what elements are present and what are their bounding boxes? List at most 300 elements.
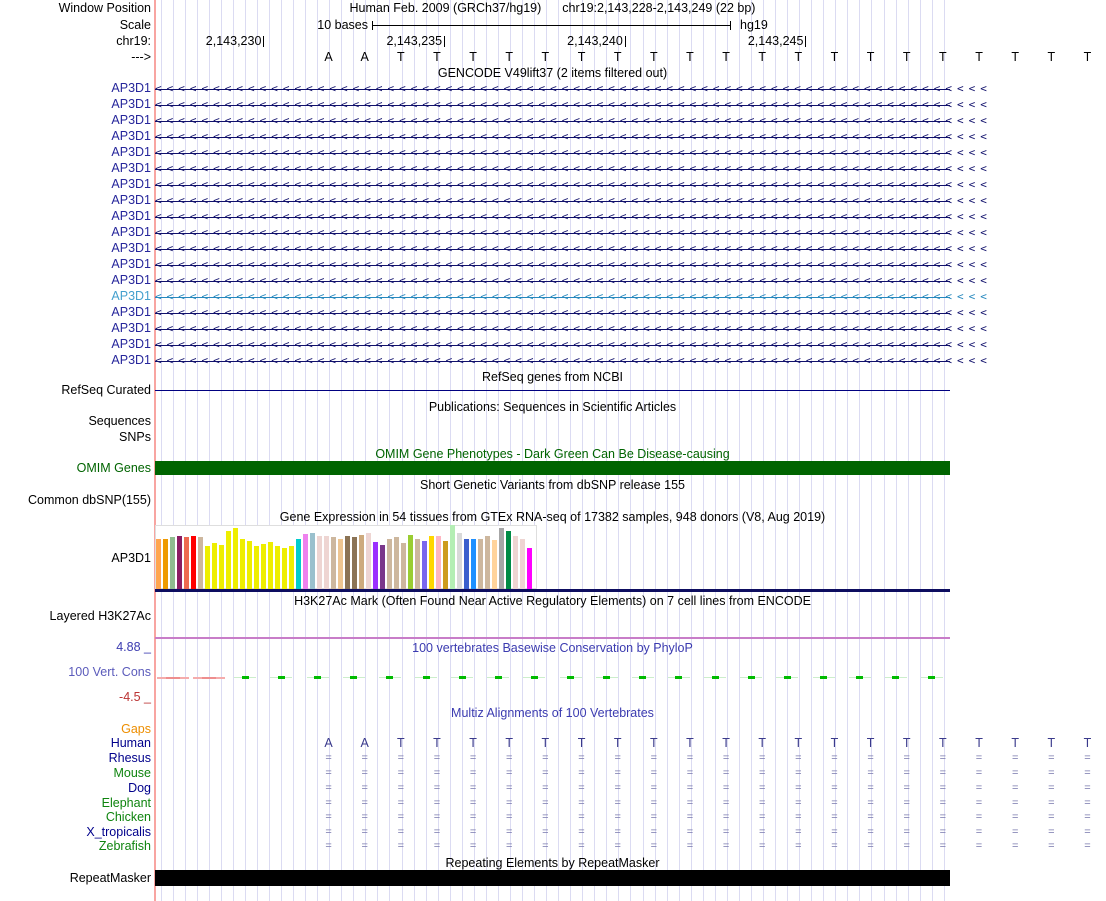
track-label-refseq-curated[interactable]: RefSeq Curated [61, 383, 151, 397]
alignment-match-glyph: = [578, 811, 585, 823]
gene-transcript-row[interactable] [155, 161, 992, 177]
multiz-species-label-mouse[interactable]: Mouse [113, 766, 151, 780]
phylop-score-dash [675, 676, 682, 679]
gtex-tissue-bar[interactable] [310, 533, 315, 589]
alignment-match-glyph: = [542, 840, 549, 852]
gtex-tissue-bar[interactable] [324, 536, 329, 589]
gene-label[interactable]: AP3D1 [111, 177, 151, 191]
gene-transcript-row[interactable] [155, 321, 992, 337]
gene-transcript-row[interactable] [155, 225, 992, 241]
base-letter: T [830, 736, 839, 750]
alignment-match-glyph: = [1011, 797, 1019, 809]
alignment-match-glyph: = [433, 752, 441, 764]
alignment-match-glyph: = [903, 782, 910, 794]
gtex-tissue-bar[interactable] [282, 548, 287, 589]
base-letter: T [1083, 736, 1092, 750]
multiz-species-label-elephant[interactable]: Elephant [101, 796, 151, 810]
alignment-match-glyph: = [578, 782, 585, 794]
alignment-match-glyph: = [1084, 797, 1091, 809]
gtex-tissue-bar[interactable] [506, 531, 511, 589]
gtex-tissue-bar[interactable] [219, 545, 224, 589]
gtex-tissue-bar[interactable] [499, 528, 504, 589]
alignment-match-glyph: = [578, 752, 585, 764]
gtex-tissue-bar[interactable] [289, 546, 294, 589]
gene-transcript-row[interactable] [155, 113, 992, 129]
gtex-tissue-bar[interactable] [296, 539, 301, 589]
gene-label[interactable]: AP3D1 [111, 289, 151, 303]
base-letter: T [758, 50, 767, 64]
alignment-match-glyph: = [686, 767, 694, 779]
alignment-match-glyph: = [397, 811, 405, 823]
multiz-row-zebrafish[interactable] [155, 839, 1091, 854]
alignment-match-glyph: = [614, 767, 621, 779]
gene-transcript-row[interactable] [155, 257, 992, 273]
alignment-match-glyph: = [795, 767, 802, 779]
multiz-species-label-x_tropicalis[interactable]: X_tropicalis [86, 825, 151, 839]
alignment-match-glyph: = [831, 767, 838, 779]
gene-label[interactable]: AP3D1 [111, 161, 151, 175]
ruler-tick-label: 2,143,240 [567, 34, 623, 48]
alignment-match-glyph: = [867, 782, 874, 794]
base-letter: T [758, 736, 767, 750]
gtex-tissue-bar[interactable] [520, 539, 525, 589]
gtex-tissue-bar[interactable] [408, 535, 413, 589]
publications-track-title: Publications: Sequences in Scientific Articles [428, 400, 677, 414]
gtex-tissue-bar[interactable] [331, 537, 336, 589]
base-letter: T [469, 736, 477, 750]
scale-label: Scale [119, 18, 151, 32]
alignment-match-glyph: = [867, 752, 874, 764]
alignment-match-glyph: = [397, 826, 405, 838]
phylop-score-dash [459, 676, 466, 679]
h3k27ac-track-title: H3K27Ac Mark (Often Found Near Active Regulatory Elements) on 7 cell lines from ENCODE [294, 594, 811, 608]
alignment-match-glyph: = [325, 811, 332, 823]
alignment-match-glyph: = [361, 782, 368, 794]
alignment-match-glyph: = [831, 752, 838, 764]
gene-label[interactable]: AP3D1 [111, 257, 151, 271]
alignment-match-glyph: = [614, 797, 621, 809]
base-letter: A [324, 50, 333, 64]
gene-transcript-row[interactable] [155, 305, 992, 321]
alignment-match-glyph: = [758, 811, 766, 823]
base-letter: T [577, 50, 586, 64]
alignment-match-glyph: = [542, 826, 549, 838]
alignment-match-glyph: = [614, 811, 621, 823]
alignment-match-glyph: = [867, 797, 874, 809]
multiz-species-label-human[interactable]: Human [110, 736, 151, 750]
gtex-tissue-bar[interactable] [380, 545, 385, 589]
gene-direction-arrows: <<<<<<<<<<<<<<<<<<<<<<<<<<<<<<<<<<<<<<<<<<<<<<<<<<<<<<<<<<<<<<<<<<<<<<<< [155, 274, 992, 287]
base-letter: T [469, 50, 477, 64]
gtex-tissue-bar[interactable] [394, 537, 399, 589]
gtex-tissue-bar[interactable] [275, 546, 280, 589]
gtex-tissue-bar[interactable] [240, 539, 245, 589]
alignment-match-glyph: = [542, 797, 549, 809]
gene-label[interactable]: AP3D1 [111, 305, 151, 319]
base-letter: T [830, 50, 839, 64]
base-letter: T [1083, 50, 1092, 64]
gene-direction-arrows: <<<<<<<<<<<<<<<<<<<<<<<<<<<<<<<<<<<<<<<<<<<<<<<<<<<<<<<<<<<<<<<<<<<<<<<< [155, 130, 992, 143]
base-letter: T [613, 736, 622, 750]
gtex-tissue-bar[interactable] [198, 537, 203, 589]
multiz-row-dog[interactable] [155, 781, 1091, 796]
alignment-match-glyph: = [578, 840, 585, 852]
gene-direction-arrows: <<<<<<<<<<<<<<<<<<<<<<<<<<<<<<<<<<<<<<<<<<<<<<<<<<<<<<<<<<<<<<<<<<<<<<<< [155, 82, 992, 95]
base-letter: T [433, 736, 441, 750]
gtex-tissue-bar[interactable] [366, 533, 371, 589]
gene-label[interactable]: AP3D1 [111, 81, 151, 95]
base-letter: T [686, 50, 694, 64]
gene-label[interactable]: AP3D1 [111, 353, 151, 367]
gtex-tissue-bar[interactable] [205, 546, 210, 589]
gene-transcript-row[interactable] [155, 145, 992, 161]
gene-direction-arrows: <<<<<<<<<<<<<<<<<<<<<<<<<<<<<<<<<<<<<<<<<<<<<<<<<<<<<<<<<<<<<<<<<<<<<<<< [155, 322, 992, 335]
alignment-match-glyph: = [325, 826, 332, 838]
alignment-match-glyph: = [361, 826, 368, 838]
base-letter: T [866, 50, 875, 64]
alignment-match-glyph: = [361, 811, 368, 823]
alignment-match-glyph: = [578, 797, 585, 809]
alignment-match-glyph: = [831, 782, 838, 794]
gtex-tissue-bar[interactable] [485, 536, 490, 589]
gene-direction-arrows: <<<<<<<<<<<<<<<<<<<<<<<<<<<<<<<<<<<<<<<<<<<<<<<<<<<<<<<<<<<<<<<<<<<<<<<< [155, 338, 992, 351]
gene-label[interactable]: AP3D1 [111, 97, 151, 111]
gtex-tissue-bar[interactable] [338, 539, 343, 589]
gtex-tissue-bar[interactable] [303, 534, 308, 589]
gene-transcript-row[interactable] [155, 241, 992, 257]
gene-direction-arrows: <<<<<<<<<<<<<<<<<<<<<<<<<<<<<<<<<<<<<<<<<<<<<<<<<<<<<<<<<<<<<<<<<<<<<<<< [155, 194, 992, 207]
gtex-tissue-bar[interactable] [254, 546, 259, 589]
gtex-tissue-bar[interactable] [233, 528, 238, 589]
track-label-repeatmasker[interactable]: RepeatMasker [69, 871, 151, 885]
alignment-match-glyph: = [903, 811, 910, 823]
gtex-tissue-bar[interactable] [429, 536, 434, 589]
phylop-score-dash [386, 676, 393, 679]
alignment-match-glyph: = [469, 752, 477, 764]
gtex-tissue-bar[interactable] [478, 539, 483, 589]
gtex-tissue-bar[interactable] [401, 543, 406, 589]
gene-label[interactable]: AP3D1 [111, 209, 151, 223]
gtex-tissue-bar[interactable] [184, 537, 189, 589]
gene-label[interactable]: AP3D1 [111, 113, 151, 127]
alignment-match-glyph: = [542, 782, 549, 794]
gtex-tissue-bar[interactable] [247, 541, 252, 589]
base-letter: T [1011, 50, 1019, 64]
gene-label[interactable]: AP3D1 [111, 241, 151, 255]
gtex-tissue-bar[interactable] [415, 539, 420, 589]
alignment-match-glyph: = [650, 752, 657, 764]
alignment-match-glyph: = [469, 797, 477, 809]
alignment-match-glyph: = [1048, 826, 1055, 838]
alignment-match-glyph: = [469, 811, 477, 823]
alignment-match-glyph: = [1084, 840, 1091, 852]
gene-direction-arrows: <<<<<<<<<<<<<<<<<<<<<<<<<<<<<<<<<<<<<<<<<<<<<<<<<<<<<<<<<<<<<<<<<<<<<<<< [155, 178, 992, 191]
gtex-tissue-bar[interactable] [513, 536, 518, 589]
alignment-match-glyph: = [1084, 767, 1091, 779]
base-letter: T [577, 736, 586, 750]
multiz-species-label-dog[interactable]: Dog [128, 781, 151, 795]
alignment-match-glyph: = [433, 811, 441, 823]
gene-direction-arrows: <<<<<<<<<<<<<<<<<<<<<<<<<<<<<<<<<<<<<<<<<<<<<<<<<<<<<<<<<<<<<<<<<<<<<<<< [155, 242, 992, 255]
alignment-match-glyph: = [758, 752, 766, 764]
refseq-track-title: RefSeq genes from NCBI [481, 370, 624, 384]
phylop-score-dash [820, 676, 827, 679]
phylop-score-dash [892, 676, 899, 679]
alignment-match-glyph: = [758, 782, 766, 794]
alignment-match-glyph: = [650, 840, 657, 852]
track-label-gtex-gene[interactable]: AP3D1 [111, 551, 151, 565]
alignment-match-glyph: = [361, 797, 368, 809]
phylop-score-dash [278, 676, 285, 679]
multiz-row-human[interactable] [155, 736, 1092, 751]
alignment-match-glyph: = [867, 767, 874, 779]
gtex-tissue-bar[interactable] [450, 525, 455, 589]
gene-transcript-row[interactable] [155, 289, 992, 305]
phylop-score-dash [603, 676, 610, 679]
alignment-match-glyph: = [939, 752, 947, 764]
alignment-match-glyph: = [1011, 782, 1019, 794]
multiz-species-label-zebrafish[interactable]: Zebrafish [98, 839, 151, 853]
gtex-tissue-bar[interactable] [443, 541, 448, 589]
alignment-match-glyph: = [506, 811, 513, 823]
alignment-match-glyph: = [831, 826, 838, 838]
base-letter: T [397, 50, 405, 64]
gene-transcript-row[interactable] [155, 193, 992, 209]
gtex-tissue-bar[interactable] [212, 543, 217, 589]
alignment-match-glyph: = [469, 840, 477, 852]
repeatmasker-track-title: Repeating Elements by RepeatMasker [445, 856, 660, 870]
alignment-match-glyph: = [867, 826, 874, 838]
gtex-tissue-bar[interactable] [492, 540, 497, 589]
gene-label[interactable]: AP3D1 [111, 337, 151, 351]
gene-direction-arrows: <<<<<<<<<<<<<<<<<<<<<<<<<<<<<<<<<<<<<<<<<<<<<<<<<<<<<<<<<<<<<<<<<<<<<<<< [155, 114, 992, 127]
omim-gene-bar[interactable] [155, 461, 950, 475]
track-label-sequences[interactable]: Sequences [88, 414, 151, 428]
gtex-tissue-bar[interactable] [457, 533, 462, 589]
alignment-match-glyph: = [722, 840, 730, 852]
alignment-match-glyph: = [795, 752, 802, 764]
alignment-match-glyph: = [650, 767, 657, 779]
alignment-match-glyph: = [939, 782, 947, 794]
gtex-tissue-bar[interactable] [226, 531, 231, 589]
gene-label[interactable]: AP3D1 [111, 225, 151, 239]
alignment-match-glyph: = [722, 826, 730, 838]
phylop-score-dash [928, 676, 935, 679]
alignment-match-glyph: = [939, 797, 947, 809]
alignment-match-glyph: = [903, 826, 910, 838]
multiz-row-x_tropicalis[interactable] [155, 825, 1091, 840]
assembly-short-label: hg19 [740, 18, 768, 32]
alignment-match-glyph: = [975, 811, 983, 823]
alignment-match-glyph: = [722, 782, 730, 794]
base-letter: T [794, 736, 803, 750]
gtex-tissue-bar[interactable] [359, 535, 364, 589]
alignment-match-glyph: = [650, 797, 657, 809]
alignment-match-glyph: = [397, 782, 405, 794]
scale-bar-left-tick [372, 21, 373, 30]
gtex-tissue-bar[interactable] [191, 536, 196, 589]
gene-transcript-row[interactable] [155, 209, 992, 225]
gene-direction-arrows: <<<<<<<<<<<<<<<<<<<<<<<<<<<<<<<<<<<<<<<<<<<<<<<<<<<<<<<<<<<<<<<<<<<<<<<< [155, 258, 992, 271]
base-letter: T [505, 50, 514, 64]
track-label-h3k27ac[interactable]: Layered H3K27Ac [49, 609, 151, 623]
conservation-min-label: -4.5 _ [119, 690, 151, 704]
gene-transcript-row[interactable] [155, 81, 992, 97]
gene-transcript-row[interactable] [155, 273, 992, 289]
gene-transcript-row[interactable] [155, 353, 992, 369]
gene-label[interactable]: AP3D1 [111, 145, 151, 159]
alignment-match-glyph: = [614, 782, 621, 794]
gene-direction-arrows: <<<<<<<<<<<<<<<<<<<<<<<<<<<<<<<<<<<<<<<<<<<<<<<<<<<<<<<<<<<<<<<<<<<<<<<< [155, 290, 992, 303]
gtex-tissue-bar[interactable] [268, 542, 273, 589]
alignment-match-glyph: = [795, 826, 802, 838]
alignment-match-glyph: = [722, 811, 730, 823]
window-position-label: Window Position [58, 1, 151, 15]
alignment-match-glyph: = [506, 767, 513, 779]
gtex-tissue-bar[interactable] [436, 536, 441, 589]
alignment-match-glyph: = [433, 826, 441, 838]
base-letter: T [1011, 736, 1019, 750]
multiz-species-label-chicken[interactable]: Chicken [105, 810, 151, 824]
alignment-match-glyph: = [650, 782, 657, 794]
ruler-tick-mark [263, 36, 264, 47]
alignment-match-glyph: = [1048, 811, 1055, 823]
gtex-tissue-bar[interactable] [464, 539, 469, 589]
gtex-tissue-bar[interactable] [170, 537, 175, 589]
track-label-conservation[interactable]: 100 Vert. Cons [68, 665, 151, 679]
alignment-match-glyph: = [795, 811, 802, 823]
gene-label[interactable]: AP3D1 [111, 273, 151, 287]
alignment-match-glyph: = [650, 826, 657, 838]
assembly-title: Human Feb. 2009 (GRCh37/hg19) [349, 1, 542, 15]
ruler-tick-label: 2,143,230 [205, 34, 262, 48]
gtex-tissue-bar[interactable] [373, 542, 378, 589]
scale-bar [372, 25, 731, 26]
base-letter: T [541, 736, 550, 750]
alignment-match-glyph: = [542, 752, 549, 764]
gtex-tissue-bar[interactable] [163, 539, 168, 589]
chrom-label: chr19: [116, 34, 151, 48]
alignment-match-glyph: = [614, 752, 621, 764]
phylop-score-dash [639, 676, 646, 679]
gtex-tissue-bar[interactable] [156, 539, 161, 589]
base-letter: T [505, 736, 514, 750]
scale-bar-right-tick [730, 21, 731, 30]
alignment-match-glyph: = [397, 797, 405, 809]
alignment-match-glyph: = [469, 826, 477, 838]
repeatmasker-bar[interactable] [155, 870, 950, 886]
gtex-tissue-bar[interactable] [422, 541, 427, 589]
sequence-row [155, 50, 1092, 65]
scale-text: 10 bases [317, 18, 368, 32]
alignment-match-glyph: = [1084, 752, 1091, 764]
base-letter: T [939, 736, 947, 750]
multiz-species-label-rhesus[interactable]: Rhesus [108, 751, 151, 765]
multiz-row-elephant[interactable] [155, 796, 1091, 811]
gene-direction-arrows: <<<<<<<<<<<<<<<<<<<<<<<<<<<<<<<<<<<<<<<<<<<<<<<<<<<<<<<<<<<<<<<<<<<<<<<< [155, 98, 992, 111]
alignment-match-glyph: = [795, 840, 802, 852]
base-letter: T [866, 736, 875, 750]
multiz-row-chicken[interactable] [155, 810, 1091, 825]
gene-label[interactable]: AP3D1 [111, 129, 151, 143]
alignment-match-glyph: = [1048, 782, 1055, 794]
gene-label[interactable]: AP3D1 [111, 193, 151, 207]
alignment-match-glyph: = [506, 782, 513, 794]
gtex-tissue-bar[interactable] [317, 536, 322, 589]
alignment-match-glyph: = [975, 767, 983, 779]
alignment-match-glyph: = [361, 752, 368, 764]
alignment-match-glyph: = [1011, 840, 1019, 852]
alignment-match-glyph: = [867, 840, 874, 852]
gtex-tissue-bar[interactable] [471, 539, 476, 589]
alignment-match-glyph: = [1048, 767, 1055, 779]
gtex-tissue-bar[interactable] [527, 548, 532, 589]
gene-transcript-row[interactable] [155, 337, 992, 353]
track-label-omim-genes[interactable]: OMIM Genes [76, 461, 151, 475]
base-letter: T [722, 50, 730, 64]
h3k27ac-signal-line[interactable] [155, 637, 950, 639]
alignment-match-glyph: = [722, 767, 730, 779]
alignment-match-glyph: = [469, 782, 477, 794]
gene-label[interactable]: AP3D1 [111, 321, 151, 335]
alignment-match-glyph: = [975, 840, 983, 852]
multiz-row-rhesus[interactable] [155, 751, 1091, 766]
gene-direction-arrows: <<<<<<<<<<<<<<<<<<<<<<<<<<<<<<<<<<<<<<<<<<<<<<<<<<<<<<<<<<<<<<<<<<<<<<<< [155, 306, 992, 319]
gene-transcript-row[interactable] [155, 177, 992, 193]
gene-transcript-row[interactable] [155, 129, 992, 145]
phylop-score-dash [314, 676, 321, 679]
gene-transcript-row[interactable] [155, 97, 992, 113]
alignment-match-glyph: = [686, 752, 694, 764]
alignment-match-glyph: = [397, 752, 405, 764]
refseq-gene-line[interactable] [155, 390, 950, 391]
alignment-match-glyph: = [397, 840, 405, 852]
gtex-tissue-bar[interactable] [387, 539, 392, 589]
alignment-match-glyph: = [433, 797, 441, 809]
alignment-match-glyph: = [795, 782, 802, 794]
alignment-match-glyph: = [506, 797, 513, 809]
track-label-common-dbsnp[interactable]: Common dbSNP(155) [28, 493, 151, 507]
alignment-match-glyph: = [578, 767, 585, 779]
multiz-row-mouse[interactable] [155, 766, 1091, 781]
alignment-match-glyph: = [975, 782, 983, 794]
gtex-tissue-bar[interactable] [352, 537, 357, 589]
alignment-match-glyph: = [1011, 811, 1019, 823]
gtex-track-title: Gene Expression in 54 tissues from GTEx RNA-seq of 17382 samples, 948 donors (V8, Aug 2019) [279, 510, 826, 524]
alignment-match-glyph: = [758, 797, 766, 809]
gene-direction-arrows: <<<<<<<<<<<<<<<<<<<<<<<<<<<<<<<<<<<<<<<<<<<<<<<<<<<<<<<<<<<<<<<<<<<<<<<< [155, 226, 992, 239]
base-letter: T [902, 736, 911, 750]
track-label-snps[interactable]: SNPs [119, 430, 151, 444]
gtex-tissue-bar[interactable] [345, 536, 350, 589]
alignment-match-glyph: = [1011, 826, 1019, 838]
phylop-score-dash [531, 676, 538, 679]
gtex-tissue-bar[interactable] [177, 536, 182, 589]
alignment-match-glyph: = [325, 782, 332, 794]
gtex-tissue-bar[interactable] [261, 544, 266, 589]
omim-track-title: OMIM Gene Phenotypes - Dark Green Can Be Disease-causing [375, 447, 730, 461]
phylop-score-dash [856, 676, 863, 679]
alignment-match-glyph: = [325, 767, 332, 779]
base-letter: T [397, 736, 405, 750]
alignment-match-glyph: = [578, 826, 585, 838]
base-letter: A [360, 736, 369, 750]
alignment-match-glyph: = [903, 797, 910, 809]
strand-direction-label: ---> [131, 50, 151, 64]
multiz-species-label-gaps[interactable]: Gaps [121, 722, 151, 736]
alignment-match-glyph: = [433, 782, 441, 794]
ruler-tick-mark [625, 36, 626, 47]
